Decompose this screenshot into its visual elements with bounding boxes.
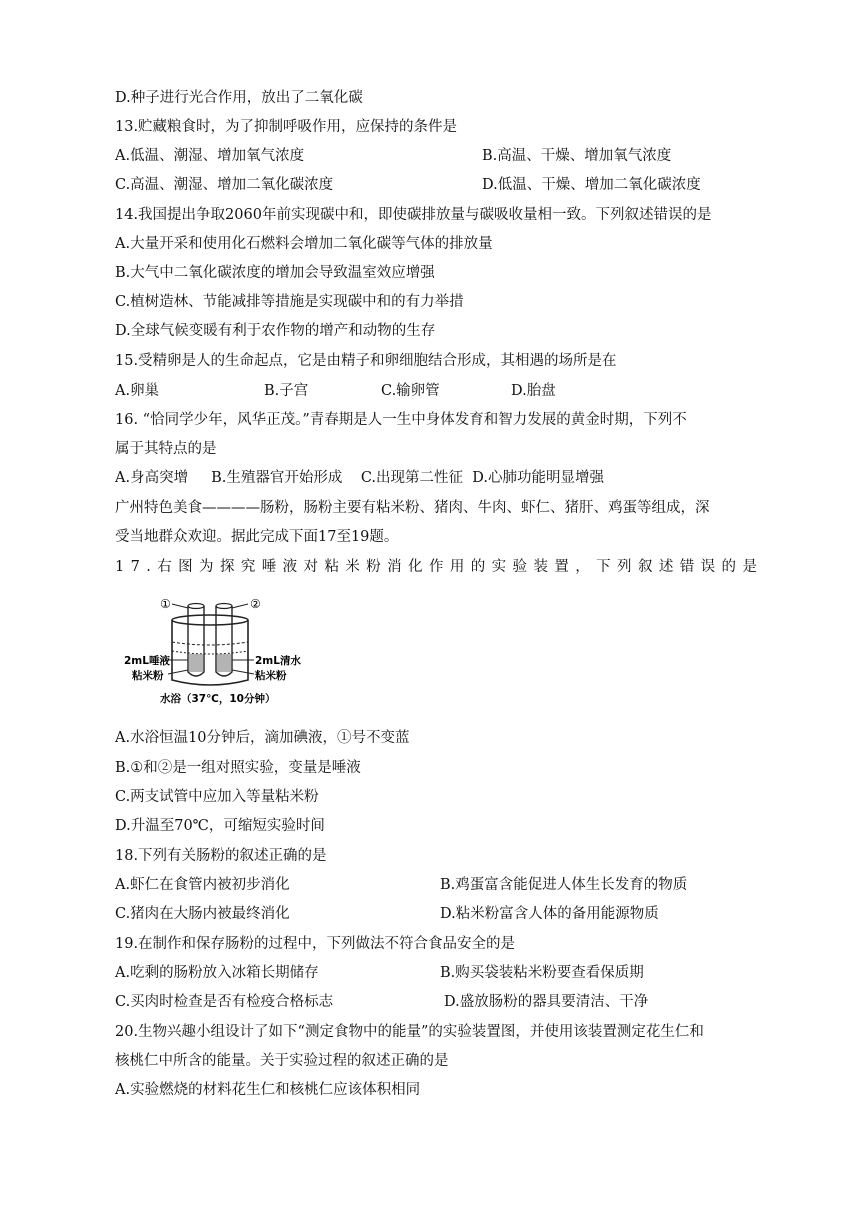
- q16-options: A.身高突增 B.生殖器官开始形成 C.出现第二性征 D.心肺功能明显增强: [115, 470, 604, 486]
- right-label-water: 2mL清水: [255, 655, 301, 667]
- intro-line2: 受当地群众欢迎。据此完成下面17至19题。: [115, 529, 399, 545]
- q15-option-b: B.子宫: [264, 383, 309, 399]
- q18-option-c: C.猪肉在大肠内被最终消化: [115, 906, 290, 922]
- q15-option-c: C.输卵管: [381, 383, 440, 399]
- right-label-rice-flour: 粘米粉: [255, 670, 287, 682]
- q20-stem-line2: 核桃仁中所含的能量。关于实验过程的叙述正确的是: [115, 1053, 449, 1069]
- tube-2-number: ②: [250, 597, 261, 611]
- tube-1-number: ①: [160, 597, 171, 611]
- q17-option-c: C.两支试管中应加入等量粘米粉: [115, 789, 319, 805]
- tube-2-content: [217, 654, 231, 672]
- q19-option-c: C.买肉时检查是否有检疫合格标志: [115, 994, 334, 1010]
- q17-stem: 17.右图为探究唾液对粘米粉消化作用的实验装置，下列叙述错误的是: [115, 559, 764, 575]
- q13-option-b: B.高温、干燥、增加氧气浓度: [482, 148, 672, 164]
- q19-option-b: B.购买袋装粘米粉要查看保质期: [440, 965, 644, 981]
- q19-option-d: D.盛放肠粉的器具要清洁、干净: [444, 994, 649, 1010]
- q14-option-b: B.大气中二氧化碳浓度的增加会导致温室效应增强: [115, 265, 435, 281]
- left-label-saliva: 2mL唾液: [124, 655, 170, 667]
- q14-option-a: A.大量开采和使用化石燃料会增加二氧化碳等气体的排放量: [115, 236, 493, 252]
- q13-stem: 13.贮藏粮食时，为了抑制呼吸作用，应保持的条件是: [115, 119, 458, 135]
- q20-option-a: A.实验燃烧的材料花生仁和核桃仁应该体积相同: [115, 1082, 421, 1098]
- q14-option-c: C.植树造林、节能减排等措施是实现碳中和的有力举措: [115, 294, 464, 310]
- experiment-figure: [122, 594, 312, 712]
- water-bath-label: 水浴（37℃，10分钟）: [160, 693, 276, 705]
- left-label-rice-flour: 粘米粉: [132, 670, 164, 682]
- q12-option-d: D.种子进行光合作用，放出了二氧化碳: [115, 90, 363, 106]
- tube-1-content: [189, 654, 203, 672]
- q17-option-a: A.水浴恒温10分钟后，滴加碘液，①号不变蓝: [115, 730, 410, 746]
- water-line-2: [172, 651, 248, 654]
- q16-stem-line1: 16. “恰同学少年，风华正茂。”青春期是人一生中身体发育和智力发展的黄金时期，下列不: [115, 412, 687, 428]
- q18-option-d: D.粘米粉富含人体的备用能源物质: [440, 906, 659, 922]
- q18-option-a: A.虾仁在食管内被初步消化: [115, 877, 290, 893]
- q15-option-d: D.胎盘: [511, 383, 556, 399]
- intro-line1: 广州特色美食————肠粉，肠粉主要有粘米粉、猪肉、牛肉、虾仁、猪肝、鸡蛋等组成，深: [115, 500, 710, 516]
- experiment-diagram: [122, 594, 312, 712]
- q19-option-a: A.吃剩的肠粉放入冰箱长期储存: [115, 965, 319, 981]
- water-line: [172, 642, 248, 645]
- q15-stem: 15.受精卵是人的生命起点，它是由精子和卵细胞结合形成，其相遇的场所是在: [115, 353, 617, 369]
- q14-stem: 14.我国提出争取2060年前实现碳中和，即使碳排放量与碳吸收量相一致。下列叙述错误的是: [115, 207, 712, 223]
- beaker-rim: [172, 615, 248, 625]
- q17-option-b: B.①和②是一组对照实验，变量是唾液: [115, 760, 361, 776]
- q17-option-d: D.升温至70℃，可缩短实验时间: [115, 818, 325, 834]
- q15-option-a: A.卵巢: [115, 383, 160, 399]
- q16-stem-line2: 属于其特点的是: [115, 441, 217, 457]
- q13-option-d: D.低温、干燥、增加二氧化碳浓度: [482, 177, 701, 193]
- q14-option-d: D.全球气候变暖有利于农作物的增产和动物的生存: [115, 323, 436, 339]
- q13-option-c: C.高温、潮湿、增加二氧化碳浓度: [115, 177, 334, 193]
- q18-option-b: B.鸡蛋富含能促进人体生长发育的物质: [440, 877, 688, 893]
- q20-stem-line1: 20.生物兴趣小组设计了如下“测定食物中的能量”的实验装置图，并使用该装置测定花生仁和: [115, 1024, 704, 1040]
- q18-stem: 18.下列有关肠粉的叙述正确的是: [115, 848, 327, 864]
- q19-stem: 19.在制作和保存肠粉的过程中，下列做法不符合食品安全的是: [115, 936, 516, 952]
- q13-option-a: A.低温、潮湿、增加氧气浓度: [115, 148, 305, 164]
